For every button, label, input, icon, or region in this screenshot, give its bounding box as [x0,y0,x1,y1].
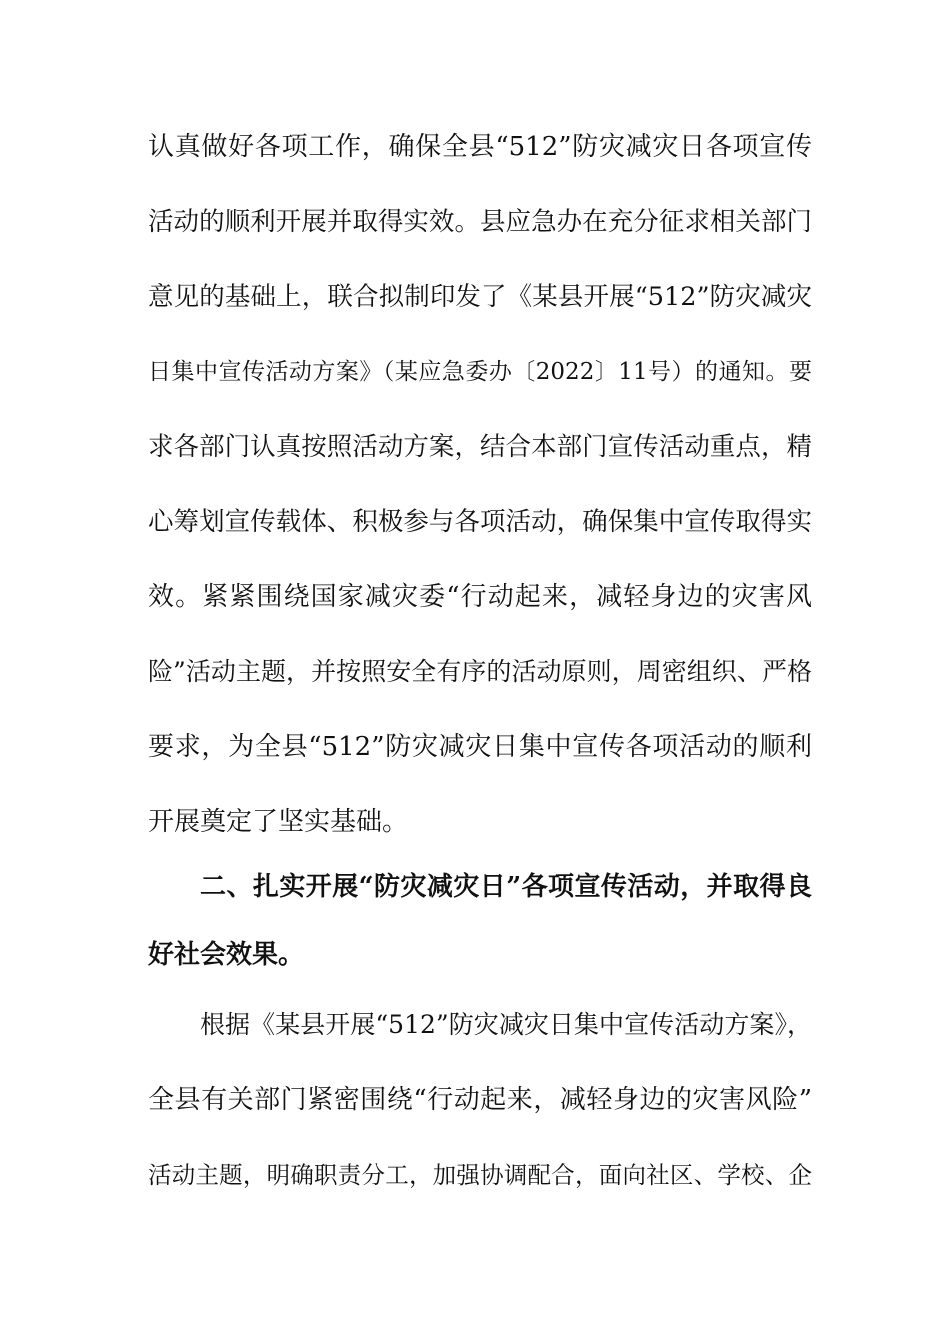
text-line: 效。紧紧围绕国家减灾委“行动起来，减轻身边的灾害风 [148,582,812,612]
text-line: 根据《某县开展“512”防灾减灾日集中宣传活动方案》， [200,1010,812,1039]
heading-line: 二、扎实开展“防灾减灾日”各项宣传活动，并取得良 [200,872,812,902]
text-line: 险”活动主题，并按照安全有序的活动原则，周密组织、严格 [148,657,812,686]
text-line: 日集中宣传活动方案》（某应急委办〔2022〕11号）的通知。要 [148,359,812,385]
text-line: 意见的基础上，联合拟制印发了《某县开展“512”防灾减灾 [148,282,812,312]
text-line: 求各部门认真按照活动方案，结合本部门宣传活动重点，精 [148,432,812,462]
text-line: 心筹划宣传载体、积极参与各项活动，确保集中宣传取得实 [148,507,812,537]
text-line: 开展奠定了坚实基础。 [148,807,409,837]
heading-line: 好社会效果。 [148,940,305,970]
text-line: 活动的顺利开展并取得实效。县应急办在充分征求相关部门 [148,207,812,237]
text-line: 要求，为全县“512”防灾减灾日集中宣传各项活动的顺利 [148,732,812,762]
text-line: 活动主题，明确职责分工，加强协调配合，面向社区、学校、企 [148,1161,812,1189]
text-line: 全县有关部门紧密围绕“行动起来，减轻身边的灾害风险” [148,1085,812,1115]
text-line: 认真做好各项工作，确保全县“512”防灾减灾日各项宣传 [148,132,812,162]
